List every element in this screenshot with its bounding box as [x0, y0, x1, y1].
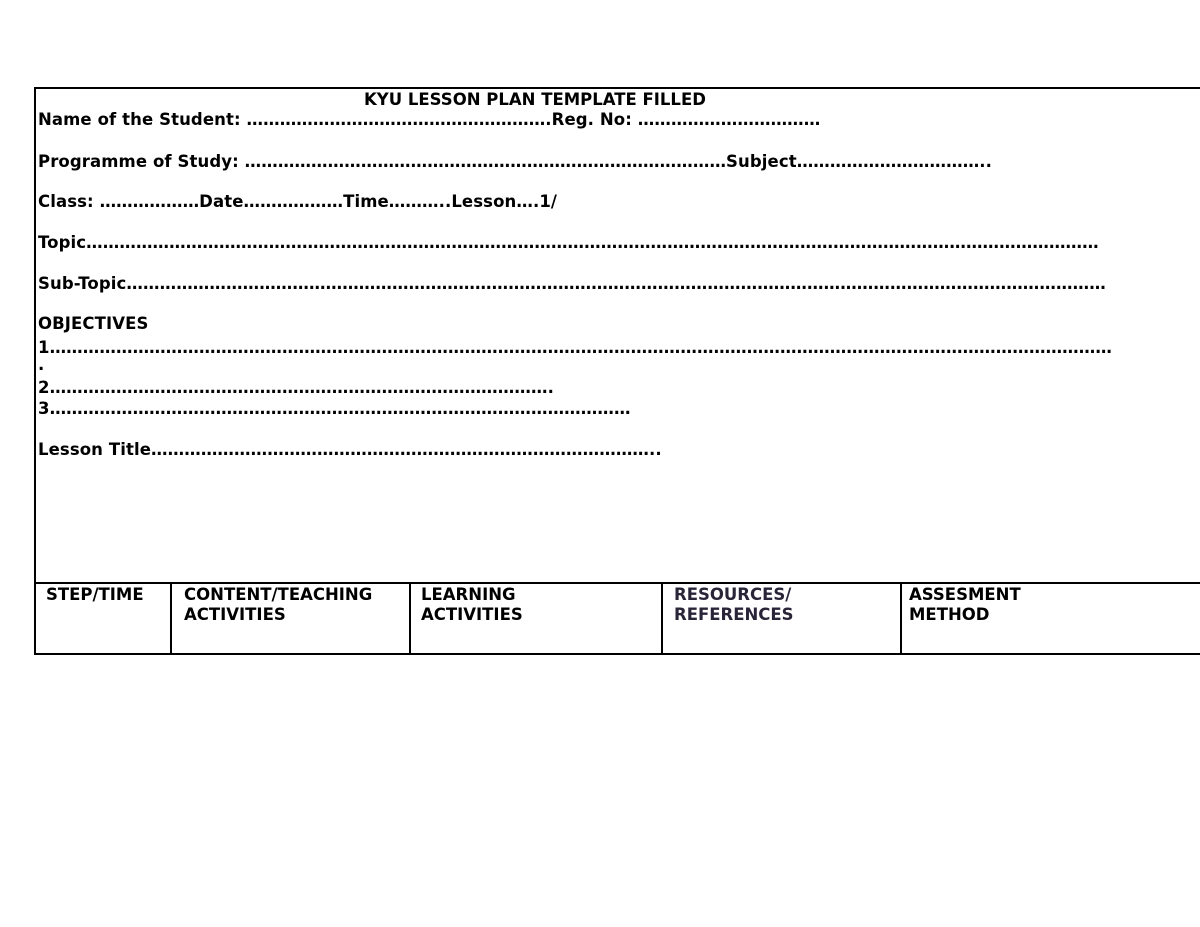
class-date-time-line: Class: ………………Date………………Time………..Lesson….1/: [38, 192, 558, 211]
objectives-heading: OBJECTIVES: [38, 314, 149, 333]
column-learning-label-1: LEARNING: [421, 585, 516, 604]
lesson-title-line: Lesson Title………………………………………………………………………………..: [38, 440, 662, 459]
lesson-plan-frame: [34, 87, 1200, 655]
column-learning-label-2: ACTIVITIES: [421, 605, 523, 624]
topic-line: Topic…………………………………………………………………………………………………………………………………………………………………: [38, 233, 1099, 252]
objective-3: 3……………………………………………………………………………………………: [38, 399, 631, 418]
programme-line: Programme of Study: ……………………………………………………………………………Subject……………………………..: [38, 152, 993, 171]
subtopic-line: Sub-Topic……………………………………………………………………………………………………………………………………………………………: [38, 274, 1106, 293]
objective-1: 1…………………………………………………………………………………………………………………………………………………………………………: [38, 338, 1112, 357]
column-learning-activities: [409, 584, 662, 655]
column-resources-label-1: RESOURCES/: [674, 585, 792, 604]
column-assessment-label-1: ASSESMENT: [909, 585, 1021, 604]
student-name-line: Name of the Student: ……………………………………………….Reg. No: ……………………………: [38, 110, 821, 129]
objective-1-continued: .: [38, 355, 45, 374]
column-content-teaching: [170, 584, 410, 655]
column-assessment-method: [900, 584, 1200, 655]
activity-table-header: [36, 582, 1200, 655]
column-resources-label-2: REFERENCES: [674, 605, 794, 624]
column-resources-references: [661, 584, 901, 655]
document-title: KYU LESSON PLAN TEMPLATE FILLED: [364, 90, 706, 109]
column-step-time-label: STEP/TIME: [46, 585, 144, 604]
objective-2: 2……………………………………………………………………………….: [38, 378, 554, 397]
column-content-label-2: ACTIVITIES: [184, 605, 286, 624]
column-content-label-1: CONTENT/TEACHING: [184, 585, 373, 604]
column-assessment-label-2: METHOD: [909, 605, 990, 624]
column-step-time: [36, 584, 170, 655]
